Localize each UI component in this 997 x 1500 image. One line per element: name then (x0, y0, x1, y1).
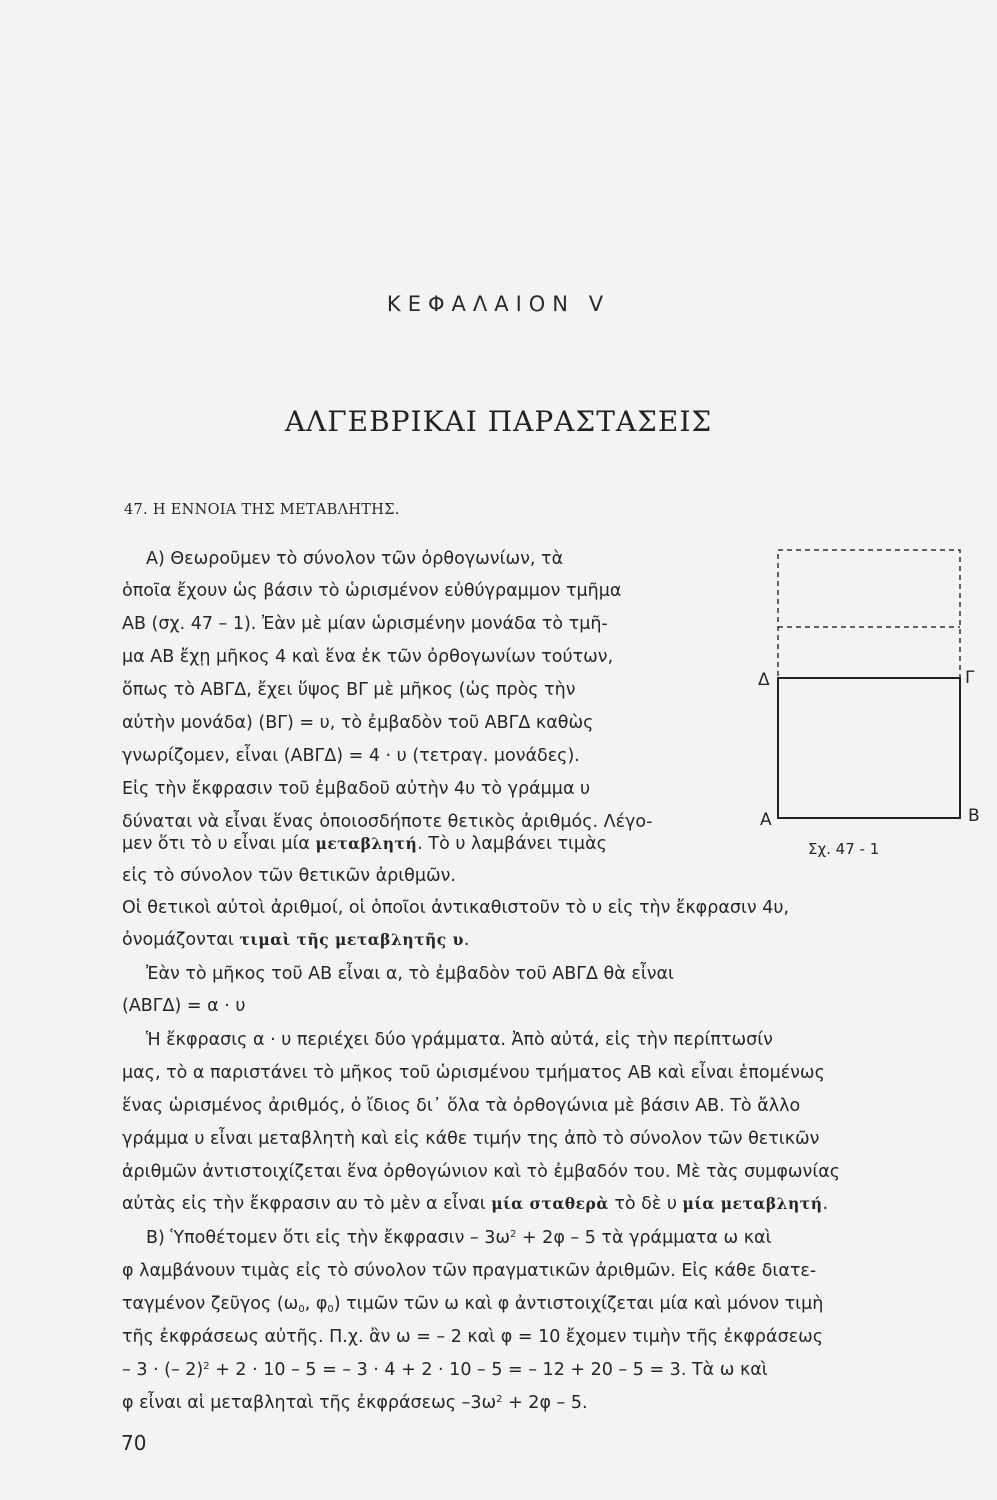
text-line: αὐτὰς εἰς τὴν ἔκφρασιν αυ τὸ μὲν α εἶναι μία σταθερὰ τὸ δὲ υ μία μεταβλητή. (122, 1194, 829, 1214)
text-line: Εἰς τὴν ἔκφρασιν τοῦ ἐμβαδοῦ αὐτὴν 4υ τὸ γράμμα υ (122, 779, 591, 799)
text-line: Ἡ ἔκφρασις α · υ περιέχει δύο γράμματα. Ἀπὸ αὐτά, εἰς τὴν περίπτωσίν (146, 1030, 773, 1050)
text-line: γνωρίζομεν, εἶναι (ΑΒΓΔ) = 4 · υ (τετραγ. μονάδες). (122, 746, 580, 766)
term-variable: μία μεταβλητή (682, 1194, 823, 1213)
section-heading: 47. Η ΕΝΝΟΙΑ ΤΗΣ ΜΕΤΑΒΛΗΤΗΣ. (124, 502, 400, 518)
text-line: Α) Θεωροῦμεν τὸ σύνολον τῶν ὀρθογωνίων, τὰ (146, 549, 564, 569)
text-line: ΑΒ (σχ. 47 – 1). Ἐὰν μὲ μίαν ὡρισμένην μονάδα τὸ τμῆ- (122, 614, 608, 634)
text-line: ὁποῖα ἔχουν ὡς βάσιν τὸ ὡρισμένον εὐθύγραμμον τμῆμα (122, 581, 622, 601)
figure-rectangles (760, 548, 985, 868)
vertex-label-g: Γ (965, 668, 975, 688)
vertex-label-a: Α (760, 810, 772, 830)
text-line: εἰς τὸ σύνολον τῶν θετικῶν ἀριθμῶν. (122, 866, 456, 886)
text-line: ἀριθμῶν ἀντιστοιχίζεται ἕνα ὀρθογώνιον καὶ τὸ ἐμβαδόν του. Μὲ τὰς συμφωνίας (122, 1162, 841, 1182)
chapter-heading: ΚΕΦΑΛΑΙΟΝ V (386, 292, 611, 316)
text-line: τῆς ἐκφράσεως αὐτῆς. Π.χ. ἂν ω = – 2 καὶ φ = 10 ἔχομεν τιμὴν τῆς ἐκφράσεως (122, 1327, 824, 1347)
text-line: φ λαμβάνουν τιμὰς εἰς τὸ σύνολον τῶν πραγματικῶν ἀριθμῶν. Εἰς κάθε διατε- (122, 1261, 817, 1281)
term-variable: μεταβλητή (315, 834, 418, 853)
text-line: – 3 · (– 2)$^2$ + 2 · 10 – 5 = – 3 · 4 + 2 · 10 – 5 = – 12 + 20 – 5 = 3. Τὰ ω καὶ (122, 1360, 768, 1380)
chapter-title: ΑΛΓΕΒΡΙΚΑΙ ΠΑΡΑΣΤΑΣΕΙΣ (284, 405, 713, 438)
text-line: γράμμα υ εἶναι μεταβλητὴ καὶ εἰς κάθε τιμήν της ἀπὸ τὸ σύνολον τῶν θετικῶν (122, 1129, 820, 1149)
vertex-label-b: Β (968, 806, 980, 826)
text-line: φ εἶναι αἱ μεταβληταὶ τῆς ἐκφράσεως $-3\omega^2 + 2\varphi - 5$. (122, 1393, 588, 1413)
term-constant: μία σταθερὰ (491, 1194, 609, 1213)
text-line: μεν ὅτι τὸ υ εἶναι μία μεταβλητή. Τὸ υ λαμβάνει τιμὰς (122, 834, 607, 854)
rectangle-diagram (760, 548, 985, 868)
figure-caption: Σχ. 47 - 1 (808, 840, 880, 858)
rectangle-abgd (778, 678, 960, 818)
text-line: δύναται νὰ εἶναι ἕνας ὁποιοσδήποτε θετικὸς ἀριθμός. Λέγο- (122, 812, 653, 832)
page-number: 70 (121, 1431, 147, 1455)
text-line: Οἱ θετικοὶ αὐτοὶ ἀριθμοί, οἱ ὁποῖοι ἀντικαθιστοῦν τὸ υ εἰς τὴν ἔκφρασιν 4υ, (122, 898, 790, 918)
text-line: ὅπως τὸ ΑΒΓΔ, ἔχει ὕψος ΒΓ μὲ μῆκος (ὡς πρὸς τὴν (122, 680, 576, 700)
text-line: ταγμένον ζεῦγος ($\omega_0$, $\varphi_0$) τιμῶν τῶν ω καὶ φ ἀντιστοιχίζεται μία καὶ μόνον τιμὴ (122, 1294, 824, 1315)
text-line: αὐτὴν μονάδα) (ΒΓ) = υ, τὸ ἐμβαδὸν τοῦ ΑΒΓΔ καθὼς (122, 713, 594, 733)
text-line: ὀνομάζονται τιμαὶ τῆς μεταβλητῆς υ. (122, 930, 470, 950)
term-variable-values: τιμαὶ τῆς μεταβλητῆς υ (239, 930, 464, 949)
text-line: (ΑΒΓΔ) = α · υ (122, 996, 246, 1016)
text-line: Ἐὰν τὸ μῆκος τοῦ ΑΒ εἶναι α, τὸ ἐμβαδὸν τοῦ ΑΒΓΔ θὰ εἶναι (146, 964, 674, 984)
dashed-rectangle-outer (778, 550, 960, 818)
text-line: μας, τὸ α παριστάνει τὸ μῆκος τοῦ ὡρισμένου τμήματος ΑΒ καὶ εἶναι ἑπομένως (122, 1063, 825, 1083)
text-line: ἕνας ὡρισμένος ἀριθμός, ὁ ἴδιος δι᾿ ὅλα τὰ ὀρθογώνια μὲ βάσιν ΑΒ. Τὸ ἄλλο (122, 1096, 801, 1116)
text-line: μα ΑΒ ἔχῃ μῆκος 4 καὶ ἕνα ἐκ τῶν ὀρθογωνίων τούτων, (122, 647, 614, 667)
text-line: Β) Ὑποθέτομεν ὅτι εἰς τὴν ἔκφρασιν – $3\omega^2 + 2\varphi - 5$ τὰ γράμματα ω καὶ (146, 1228, 772, 1248)
vertex-label-d: Δ (758, 670, 770, 690)
